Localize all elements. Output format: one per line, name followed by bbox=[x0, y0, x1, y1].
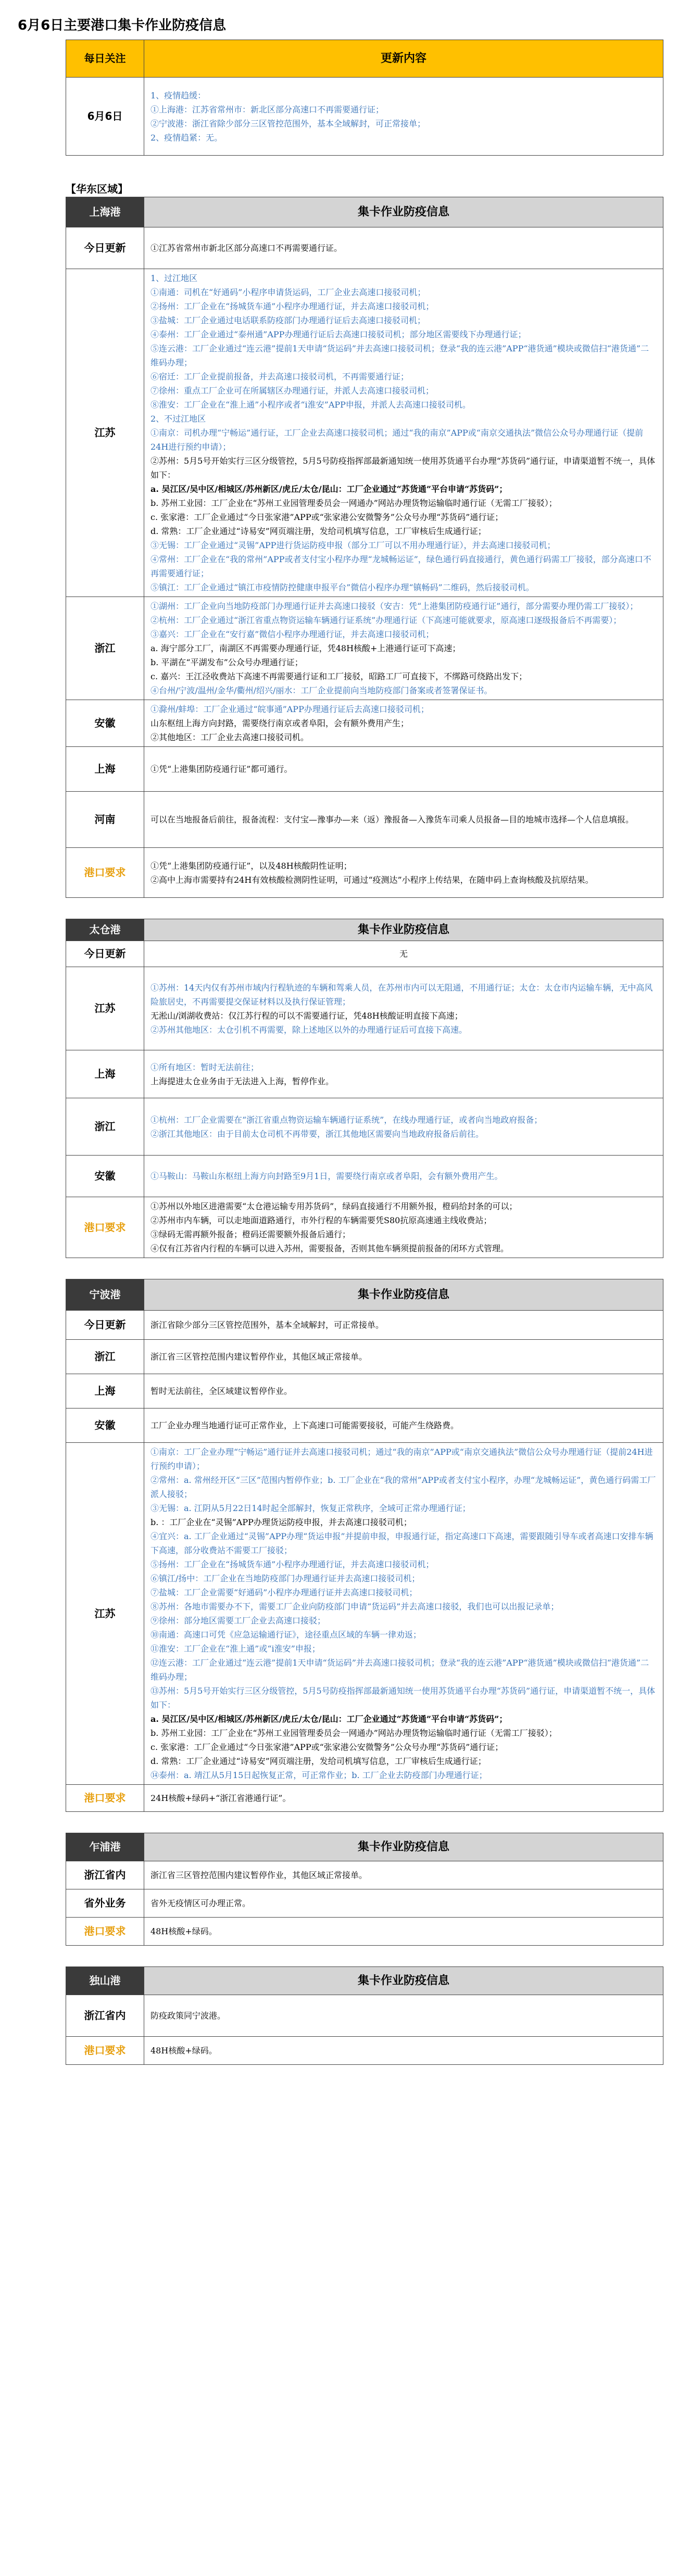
row-label: 港口要求 bbox=[66, 2037, 144, 2065]
port-table-shanghai bbox=[66, 197, 663, 898]
row-label: 上海 bbox=[66, 1374, 144, 1408]
summary-table bbox=[66, 40, 663, 156]
info-line: 无淞山/浏湖收费站：仅江苏行程的可以不需要通行证，凭48H核酸证明直接下高速； bbox=[150, 1010, 463, 1021]
row-label: 浙江 bbox=[66, 597, 144, 700]
row-label: 浙江 bbox=[66, 1340, 144, 1374]
port-table-taicang bbox=[66, 919, 663, 1258]
summary-header-left: 每日关注 bbox=[66, 40, 144, 78]
info-line: ②扬州：工厂企业在“扬城货车通”小程序办理通行证，并去高速口接驳司机； bbox=[150, 301, 434, 311]
summary-line: 2、疫情趋紧：无。 bbox=[150, 132, 223, 143]
info-line: ④台州/宁波/温州/金华/衢州/绍兴/丽水：工厂企业提前向当地防疫部门备案或者签署保证书。 bbox=[150, 686, 493, 695]
row-text: 防疫政策同宁波港。 bbox=[144, 1995, 663, 2037]
port-header: 集卡作业防疫信息 bbox=[144, 1833, 663, 1861]
info-line: ⑥宿迁：工厂企业提前报备，并去高速口接驳司机，不再需要通行证； bbox=[150, 372, 409, 382]
page-title: 6月6日主要港口集卡作业防疫信息 bbox=[18, 18, 227, 33]
info-line: ④泰州：工厂企业通过“泰州通”APP办理通行证后去高速口接驳司机；部分地区需要线下办理通行证； bbox=[150, 329, 526, 339]
row-label: 安徽 bbox=[66, 1156, 144, 1197]
lines-taicang-ah bbox=[144, 1156, 663, 1197]
row-label: 安徽 bbox=[66, 700, 144, 747]
info-line: ①苏州：14天内仅有苏州市域内行程轨迹的车辆和驾乘人员，在苏州市内可以无阻通，不用通行证；太仓：太仓市内运输车辆，无中高风险旅居史，不再需要提交保证材料以及执行保证管理； bbox=[150, 982, 653, 1007]
info-line: ③盐城：工厂企业通过电话联系防疫部门办理通行证后去高速口接驳司机； bbox=[150, 315, 426, 325]
info-line: c. 张家港：工厂企业通过“今日张家港”APP或“张家港公安微警务”公众号办理“苏货码”通行证； bbox=[150, 512, 504, 522]
info-line: ①南通：司机在“好通码”小程序申请货运码，工厂企业去高速口接驳司机； bbox=[150, 287, 426, 297]
row-text: ①凭“上港集团防疫通行证”都可通行。 bbox=[144, 747, 663, 792]
info-line: 1、过江地区 bbox=[150, 273, 198, 283]
info-line: ⑧淮安：工厂企业在“淮上通”小程序或者“i淮安”APP申报，并派人去高速口接驳司机。 bbox=[150, 400, 471, 410]
summary-content bbox=[144, 78, 663, 156]
info-line: ②常州：a. 常州经开区“三区”范围内暂停作业；b. 工厂企业在“我的常州”APP或者支付宝小程序，办理“龙城畅运证”，黄色通行码需工厂派人接驳； bbox=[150, 1475, 656, 1499]
info-line: 上海提进太仓业务由于无法进入上海，暂停作业。 bbox=[150, 1076, 334, 1086]
row-label: 江苏 bbox=[66, 269, 144, 597]
info-line: d. 常熟：工厂企业通过“诗易安”网页端注册，发给司机填写信息，工厂审核后生成通行证； bbox=[150, 1756, 486, 1766]
info-line: 2、不过江地区 bbox=[150, 414, 206, 424]
info-line: ②苏州：5月5号开始实行三区分级管控，5月5号防疫指挥部最新通知统一使用苏货通平台办理“苏货码”通行证，申请渠道暂不统一，具体如下： bbox=[150, 456, 656, 480]
info-line: b. 苏州工业园：工厂企业在“苏州工业园管理委员会一网通办”网站办理货物运输临时通行证（无需工厂接驳）； bbox=[150, 498, 557, 508]
info-line: ③嘉兴：工厂企业在“安行嘉”微信小程序办理通行证，并去高速口接驳司机； bbox=[150, 629, 434, 639]
info-line: ②苏州其他地区：太仓引机不再需要，除上述地区以外的办理通行证后可直接下高速。 bbox=[150, 1024, 468, 1035]
info-line: ⑫连云港：工厂企业通过“连云港”提前1天申请“货运码”并去高速口接驳司机；登录“我的连云港”APP“港货通”模块或微信扫“港货通”二维码办理； bbox=[150, 1658, 649, 1682]
row-label: 今日更新 bbox=[66, 1311, 144, 1340]
info-line: ④常州：工厂企业在“我的常州”APP或者支付宝小程序办理“龙城畅运证”，绿色通行码直接通行，黄色通行码需工厂接驳，部分高速口不再需要通行证； bbox=[150, 554, 651, 578]
row-label: 港口要求 bbox=[66, 848, 144, 898]
port-name: 宁波港 bbox=[66, 1279, 144, 1311]
port-name: 上海港 bbox=[66, 197, 144, 227]
row-label: 上海 bbox=[66, 1050, 144, 1098]
port-table-zhapu bbox=[66, 1833, 663, 1946]
row-label: 浙江省内 bbox=[66, 1861, 144, 1889]
row-text: 可以在当地报备后前往，报备流程：支付宝—豫事办—来（返）豫报备—入豫货车司乘人员报备—目的地城市选择—个人信息填报。 bbox=[144, 792, 663, 848]
row-text: ①江苏省常州市新北区部分高速口不再需要通行证。 bbox=[144, 227, 663, 269]
row-label: 上海 bbox=[66, 747, 144, 792]
info-line: ①湖州：工厂企业向当地防疫部门办理通行证并去高速口接驳（安吉：凭“上港集团防疫通行证”通行，部分需要办理仍需工厂接驳）； bbox=[150, 601, 638, 611]
info-line: ②浙江其他地区：由于目前太仓司机不再带要，浙江其他地区需要向当地政府报备后前往。 bbox=[150, 1128, 484, 1139]
row-label: 河南 bbox=[66, 792, 144, 848]
row-text: 浙江省三区管控范围内建议暂停作业，其他区域正常接单。 bbox=[144, 1340, 663, 1374]
info-line: ⑤扬州：工厂企业在“扬城货车通”小程序办理通行证，并去高速口接驳司机； bbox=[150, 1559, 434, 1569]
row-label: 港口要求 bbox=[66, 1918, 144, 1946]
region-heading-east: 【华东区域】 bbox=[66, 183, 128, 195]
info-line: ④宜兴：a. 工厂企业通过“灵锡”APP办理“货运申报”并提前申报，申报通行证，指定高速口下高速，需要跟随引导车或者高速口安排车辆下高速，部分收费站不需要工厂接驳； bbox=[150, 1531, 654, 1555]
row-text: 省外无疫情区可办理正常。 bbox=[144, 1889, 663, 1918]
info-line: b. 苏州工业园：工厂企业在“苏州工业园管理委员会一网通办”网站办理货物运输临时通行证（无需工厂接驳）； bbox=[150, 1728, 557, 1738]
info-line: ⑤镇江：工厂企业通过“镇江市疫情防控健康申报平台”微信小程序办理“镇畅码”二维码，然后接驳司机。 bbox=[150, 582, 534, 592]
info-line: a. 吴江区/吴中区/相城区/苏州新区/虎丘/太仓/昆山：工厂企业通过“苏货通”平台申请“苏货码”； bbox=[150, 484, 508, 494]
port-table-ningbo bbox=[66, 1279, 663, 1812]
info-line: ⑦盐城：工厂企业需要“好通码”小程序办理通行证并去高速口接驳司机； bbox=[150, 1588, 418, 1597]
info-line: ①所有地区：暂时无法前往； bbox=[150, 1062, 259, 1072]
info-line: ⑨徐州：部分地区需要工厂企业去高速口接驳； bbox=[150, 1616, 326, 1626]
summary-header-right: 更新内容 bbox=[144, 40, 663, 78]
info-line: ③绿码无需再额外报备；橙码还需要额外报备后通行； bbox=[150, 1229, 351, 1239]
info-line: a. 吴江区/吴中区/相城区/苏州新区/虎丘/太仓/昆山：工厂企业通过“苏货通”平台申请“苏货码”； bbox=[150, 1714, 508, 1724]
row-label: 今日更新 bbox=[66, 227, 144, 269]
summary-line: 1、疫情趋缓： bbox=[150, 90, 206, 100]
info-line: ①南京：司机办理“宁畅运”通行证，工厂企业去高速口接驳司机；通过“我的南京”APP或“南京交通执法”微信公众号办理通行证（提前24H进行预约申请）； bbox=[150, 428, 644, 452]
lines-taicang-zj bbox=[144, 1098, 663, 1156]
info-line: ②其他地区：工厂企业去高速口接驳司机。 bbox=[150, 732, 309, 742]
row-text: 浙江省三区管控范围内建议暂停作业，其他区域正常接单。 bbox=[144, 1861, 663, 1889]
info-line: c. 张家港：工厂企业通过“今日张家港”APP或“张家港公安微警务”公众号办理“苏货码”通行证； bbox=[150, 1742, 504, 1752]
summary-date: 6月6日 bbox=[66, 78, 144, 156]
row-text: 48H核酸+绿码。 bbox=[144, 1918, 663, 1946]
row-text: 浙江省除少部分三区管控范围外，基本全域解封，可正常接单。 bbox=[144, 1311, 663, 1340]
info-line: ③无锡：a. 江阴从5月22日14时起全部解封，恢复正常秩序，全域可正常办理通行证； bbox=[150, 1503, 471, 1513]
info-line: ②高中上海市需要持有24H有效核酸检测阴性证明，可通过“疫测达”小程序上传结果，在随申码上查询核酸及抗原结果。 bbox=[150, 874, 594, 885]
row-label: 江苏 bbox=[66, 967, 144, 1050]
row-label: 港口要求 bbox=[66, 1197, 144, 1258]
info-line: d. 常熟：工厂企业通过“诗易安”网页端注册，发给司机填写信息，工厂审核后生成通行证； bbox=[150, 526, 486, 536]
info-line: ⑬苏州：5月5号开始实行三区分级管控，5月5号防疫指挥部最新通知统一使用苏货通平台办理“苏货码”通行证，申请渠道暂不统一，具体如下： bbox=[150, 1686, 656, 1710]
row-text: 24H核酸+绿码+“浙江省港通行证”。 bbox=[144, 1785, 663, 1812]
lines-shanghai-req bbox=[144, 848, 663, 898]
info-line: ④仅有江苏省内行程的车辆可以进入苏州，需要报备，否则其他车辆须提前报备的闭环方式管理。 bbox=[150, 1243, 509, 1253]
info-line: ③无锡：工厂企业通过“灵锡”APP进行货运防疫申报（部分工厂可以不用办理通行证），并去高速口接驳司机； bbox=[150, 540, 556, 550]
lines-taicang-js bbox=[144, 967, 663, 1050]
row-text: 暂时无法前往，全区域建议暂停作业。 bbox=[144, 1374, 663, 1408]
row-label: 港口要求 bbox=[66, 1785, 144, 1812]
info-line: ⑦徐州：重点工厂企业可在所属辖区办理通行证，并派人去高速口接驳司机； bbox=[150, 386, 434, 396]
info-line: a. 海宁部分工厂，南湖区不再需要办理通行证，凭48H核酸+上港通行证可下高速； bbox=[150, 643, 461, 653]
row-label: 浙江省内 bbox=[66, 1995, 144, 2037]
info-line: b. 平湖在“平湖发布”公众号办理通行证； bbox=[150, 657, 303, 667]
lines-shanghai-zj bbox=[144, 597, 663, 700]
row-label: 省外业务 bbox=[66, 1889, 144, 1918]
summary-line: ①上海港：江苏省常州市：新北区部分高速口不再需要通行证； bbox=[150, 104, 384, 115]
info-line: c. 嘉兴：王江泾收费站下高速不再需要通行证和工厂接驳，昭路工厂可直接下，不绑路可绕路出发下； bbox=[150, 671, 528, 681]
row-label: 江苏 bbox=[66, 1443, 144, 1785]
lines-shanghai-js bbox=[144, 269, 663, 597]
info-line: ②杭州：工厂企业通过“浙江省重点物资运输车辆通行证系统”办理通行证（下高速可能就要求，原高速口逐级报备后不再需要）； bbox=[150, 615, 622, 625]
summary-line: ②宁波港：浙江省除少部分三区管控范围外，基本全域解封，可正常接单； bbox=[150, 118, 426, 129]
info-line: ⑭泰州：a. 靖江从5月15日起恢复正常，可正常作业；b. 工厂企业去防疫部门办理通行证； bbox=[150, 1770, 487, 1780]
info-line: 山东枢纽上海方向封路，需要绕行南京或者阜阳，会有额外费用产生； bbox=[150, 718, 409, 728]
lines-ningbo-js bbox=[144, 1443, 663, 1785]
info-line: ⑤连云港：工厂企业通过“连云港”提前1天申请“货运码”并去高速口接驳司机；登录“我的连云港”APP“港货通”模块或微信扫“港货通”二维码办理； bbox=[150, 344, 649, 367]
row-text: 无 bbox=[144, 941, 663, 967]
info-line: ①杭州：工厂企业需要在“浙江省重点物资运输车辆通行证系统”，在线办理通行证，或者向当地政府报备； bbox=[150, 1114, 543, 1125]
info-line: ①凭“上港集团防疫通行证”，以及48H核酸阴性证明； bbox=[150, 860, 352, 871]
lines-shanghai-ah bbox=[144, 700, 663, 747]
port-name: 太仓港 bbox=[66, 919, 144, 941]
info-line: ⑥镇江/扬中：工厂企业在当地防疫部门办理通行证并去高速口接驳司机； bbox=[150, 1573, 420, 1583]
port-header: 集卡作业防疫信息 bbox=[144, 1967, 663, 1995]
info-line: ①苏州以外地区进港需要“太仓港运输专用苏货码”，绿码直接通行不用额外报，橙码给封条的可以； bbox=[150, 1201, 518, 1211]
lines-taicang-sh bbox=[144, 1050, 663, 1098]
info-line: ②苏州市内车辆，可以走地面道路通行，市外行程的车辆需要凭S80抗原高速通主线收费站； bbox=[150, 1215, 492, 1225]
row-label: 浙江 bbox=[66, 1098, 144, 1156]
port-header: 集卡作业防疫信息 bbox=[144, 919, 663, 941]
info-line: ⑩南通：高速口可凭《应急运输通行证》，途径重点区域的车辆一律劝返； bbox=[150, 1630, 422, 1640]
row-text: 工厂企业办理当地通行证可正常作业，上下高速口可能需要接驳，可能产生绕路费。 bbox=[144, 1408, 663, 1443]
info-line: ①南京：工厂企业办理“宁畅运”通行证并去高速口接驳司机；通过“我的南京”APP或“南京交通执法”微信公众号办理通行证（提前24H进行预约申请）； bbox=[150, 1447, 653, 1471]
port-name: 乍浦港 bbox=[66, 1833, 144, 1861]
info-line: ⑪淮安：工厂企业在“淮上通”或“i淮安”申报； bbox=[150, 1644, 320, 1654]
row-label: 今日更新 bbox=[66, 941, 144, 967]
port-table-dushan bbox=[66, 1966, 663, 2065]
port-header: 集卡作业防疫信息 bbox=[144, 1279, 663, 1311]
port-header: 集卡作业防疫信息 bbox=[144, 197, 663, 227]
info-line: ①滁州/蚌埠：工厂企业通过“皖事通”APP办理通行证后去高速口接驳司机； bbox=[150, 704, 429, 714]
lines-taicang-req bbox=[144, 1197, 663, 1258]
row-text: 48H核酸+绿码。 bbox=[144, 2037, 663, 2065]
row-label: 安徽 bbox=[66, 1408, 144, 1443]
info-line: ⑧苏州：各地市需要办不下，需要工厂企业向防疫部门申请“货运码”并去高速口接驳，我们也可以出报记录单； bbox=[150, 1602, 559, 1611]
port-name: 独山港 bbox=[66, 1967, 144, 1995]
info-line: ①马鞍山：马鞍山东枢纽上海方向封路至9月1日，需要绕行南京或者阜阳，会有额外费用产生。 bbox=[150, 1171, 503, 1181]
info-line: b. ：工厂企业在“灵锡”APP办理货运防疫申报，并去高速口接驳司机； bbox=[150, 1517, 412, 1527]
